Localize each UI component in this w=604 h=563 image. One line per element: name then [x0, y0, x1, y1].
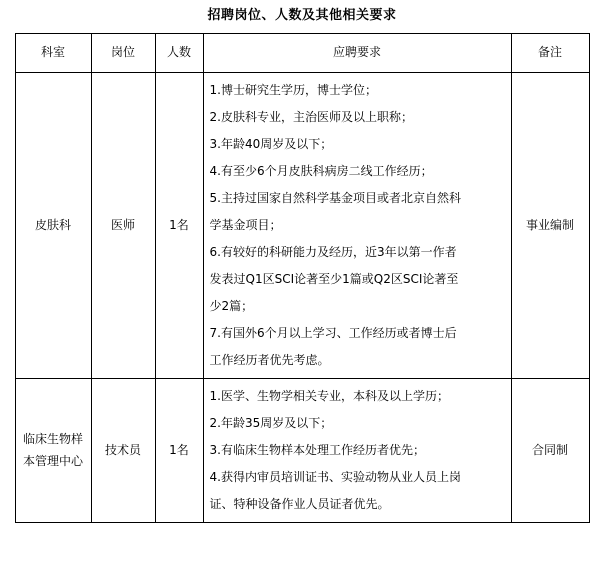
table-header-row	[15, 33, 589, 72]
requirement-line: 1.博士研究生学历，博士学位；	[209, 82, 377, 97]
requirement-line: 2.皮肤科专业，主治医师及以上职称；	[209, 109, 413, 124]
requirement-line: 3.年龄40周岁及以下；	[209, 136, 333, 151]
cell-count: 1名	[155, 72, 203, 378]
requirement-line: 7.有国外6个月以上学习、工作经历或者博士后	[209, 325, 457, 340]
table-body	[15, 72, 589, 522]
column-header-count: 人数	[155, 33, 203, 72]
requirement-line: 3.有临床生物样本处理工作经历者优先；	[209, 442, 425, 457]
cell-requirements	[203, 72, 511, 378]
recruitment-table	[15, 33, 590, 523]
column-header-requirements: 应聘要求	[203, 33, 511, 72]
table-row	[15, 72, 589, 378]
requirement-line: 学基金项目；	[209, 217, 282, 232]
requirement-line: 4.获得内审员培训证书、实验动物从业人员上岗	[209, 469, 461, 484]
table-row	[15, 378, 589, 522]
cell-position: 技术员	[91, 378, 155, 522]
requirement-line: 工作经历者优先考虑。	[209, 352, 330, 367]
table-header	[15, 33, 589, 72]
cell-count: 1名	[155, 378, 203, 522]
cell-department: 皮肤科	[15, 72, 91, 378]
column-header-department: 科室	[15, 33, 91, 72]
requirement-line: 2.年龄35周岁及以下；	[209, 415, 333, 430]
page-title: 招聘岗位、人数及其他相关要求	[207, 8, 397, 23]
requirement-line: 发表过Q1区SCI论著至少1篇或Q2区SCI论著至	[209, 271, 459, 286]
column-header-position: 岗位	[91, 33, 155, 72]
cell-remark: 合同制	[511, 378, 589, 522]
cell-position: 医师	[91, 72, 155, 378]
requirement-line: 1.医学、生物学相关专业，本科及以上学历；	[209, 388, 449, 403]
requirement-line: 4.有至少6个月皮肤科病房二线工作经历；	[209, 163, 433, 178]
requirement-line: 证、特种设备作业人员证者优先。	[209, 496, 390, 511]
requirement-line: 5.主持过国家自然科学基金项目或者北京自然科	[209, 190, 461, 205]
cell-department: 临床生物样本管理中心	[15, 378, 91, 522]
requirement-line: 6.有较好的科研能力及经历，近3年以第一作者	[209, 244, 457, 259]
cell-remark: 事业编制	[511, 72, 589, 378]
column-header-remark: 备注	[511, 33, 589, 72]
cell-requirements	[203, 378, 511, 522]
requirement-line: 少2篇；	[209, 298, 254, 313]
